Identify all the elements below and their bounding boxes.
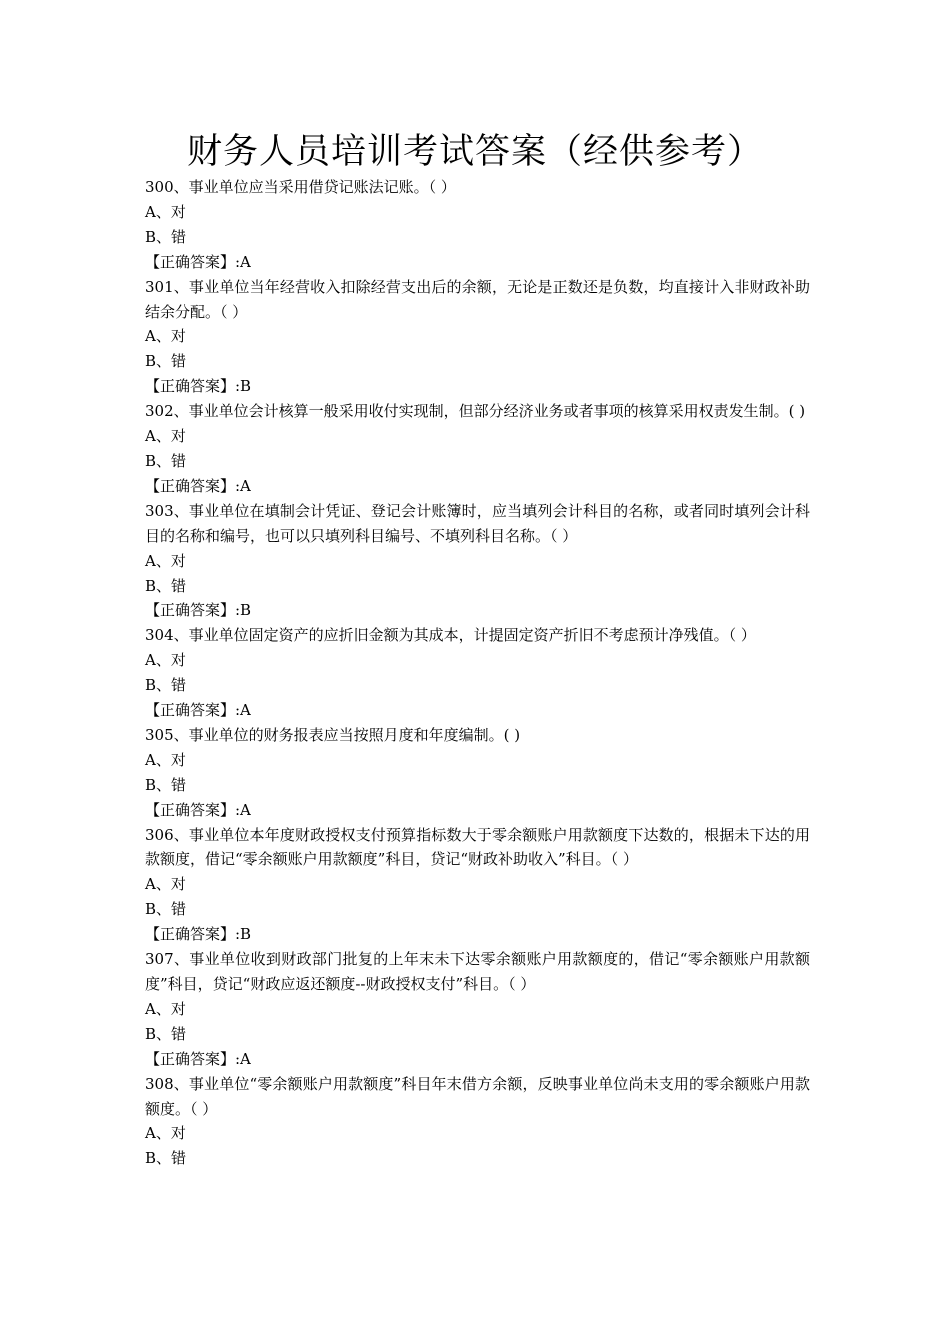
option-a: A、对	[145, 750, 186, 769]
question-item	[145, 947, 810, 1072]
option-a: A、对	[145, 551, 186, 570]
correct-answer: 【正确答案】:B	[145, 925, 252, 944]
question-text: 308、事业单位“零余额账户用款额度”科目年末借方余额，反映事业单位尚未支用的零余额账户用款额度。（ ）	[145, 1074, 810, 1118]
correct-answer: 【正确答案】:A	[145, 1049, 251, 1068]
option-b: B、错	[145, 676, 187, 695]
option-a: A、对	[145, 202, 186, 221]
question-item	[145, 623, 810, 723]
question-item	[145, 1072, 810, 1172]
question-text: 306、事业单位本年度财政授权支付预算指标数大于零余额账户用款额度下达数的，根据未下达的用款额度，借记“零余额账户用款额度”科目，贷记“财政补助收入”科目。（ ）	[145, 825, 810, 869]
question-text: 302、事业单位会计核算一般采用收付实现制，但部分经济业务或者事项的核算采用权责发生制。( )	[145, 402, 806, 421]
document-title: 财务人员培训考试答案（经供参考）	[186, 132, 763, 172]
question-text: 301、事业单位当年经营收入扣除经营支出后的余额，无论是正数还是负数，均直接计入非财政补助结余分配。（ ）	[145, 277, 810, 321]
correct-answer: 【正确答案】:B	[145, 601, 252, 620]
question-list	[145, 175, 810, 1171]
option-b: B、错	[145, 227, 187, 246]
question-text: 303、事业单位在填制会计凭证、登记会计账簿时，应当填列会计科目的名称，或者同时填列会计科目的名称和编号，也可以只填列科目编号、不填列科目名称。（ ）	[145, 501, 810, 545]
correct-answer: 【正确答案】:A	[145, 701, 251, 720]
question-item	[145, 499, 810, 624]
option-a: A、对	[145, 1124, 186, 1143]
option-a: A、对	[145, 999, 186, 1018]
question-item	[145, 275, 810, 400]
correct-answer: 【正确答案】:A	[145, 476, 251, 495]
option-b: B、错	[145, 1149, 187, 1168]
question-text: 304、事业单位固定资产的应折旧金额为其成本，计提固定资产折旧不考虑预计净残值。（ ）	[145, 626, 756, 645]
correct-answer: 【正确答案】:A	[145, 252, 251, 271]
question-text: 300、事业单位应当采用借贷记账法记账。（ ）	[145, 178, 456, 196]
question-item	[145, 823, 810, 948]
option-b: B、错	[145, 775, 187, 794]
option-a: A、对	[145, 427, 186, 446]
question-text: 307、事业单位收到财政部门批复的上年末未下达零余额账户用款额度的，借记“零余额账户用款额度”科目，贷记“财政应返还额度--财政授权支付”科目。（ ）	[145, 950, 810, 993]
option-b: B、错	[145, 1024, 187, 1043]
option-a: A、对	[145, 651, 186, 670]
question-item	[145, 175, 810, 275]
option-b: B、错	[145, 576, 187, 595]
correct-answer: 【正确答案】:A	[145, 800, 251, 819]
option-b: B、错	[145, 451, 187, 470]
question-item	[145, 723, 810, 823]
option-b: B、错	[145, 900, 187, 919]
option-a: A、对	[145, 327, 186, 346]
correct-answer: 【正确答案】:B	[145, 377, 252, 396]
option-b: B、错	[145, 352, 187, 371]
option-a: A、对	[145, 875, 186, 894]
question-text: 305、事业单位的财务报表应当按照月度和年度编制。( )	[145, 725, 521, 744]
question-item	[145, 399, 810, 499]
